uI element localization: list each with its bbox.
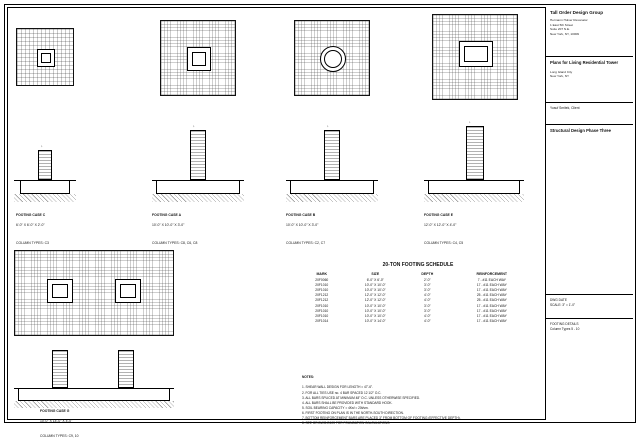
table-cell: 17 - #11 EACH WAY bbox=[476, 308, 507, 313]
dimension-arrow: ↓ bbox=[41, 144, 43, 148]
table-cell: 20F1212 bbox=[315, 293, 329, 298]
tb-sheet-section bbox=[546, 319, 633, 349]
table-row bbox=[300, 319, 536, 324]
table-cell: 17 - #11 EACH WAY bbox=[476, 313, 507, 318]
footing-schedule bbox=[300, 262, 536, 324]
column-core bbox=[41, 53, 51, 63]
column-types-e: COLUMN TYPES: C4, C5 bbox=[424, 240, 464, 245]
tb-firm-section bbox=[546, 7, 633, 57]
col-size: SIZE bbox=[371, 272, 380, 276]
table-cell: 4'-0" bbox=[424, 298, 431, 303]
tb-dwg-date-section bbox=[546, 295, 633, 319]
elevation-case-a bbox=[152, 124, 244, 202]
dimension-arrow: ↓ bbox=[327, 124, 329, 128]
column-stem bbox=[324, 130, 340, 180]
table-cell: 10'-0" X 10'-0" bbox=[364, 313, 386, 318]
note-item: 6. FIRST FOOTING ON PLAN IS IN THE NORTH-SOUTH DIRECTION. bbox=[302, 411, 404, 415]
round-column-core bbox=[324, 50, 342, 68]
soil-hatch bbox=[286, 194, 378, 202]
firm-address bbox=[550, 18, 629, 36]
elevation-case-g bbox=[14, 350, 174, 408]
table-cell: 10'-0" X 14'-0" bbox=[364, 319, 386, 324]
column-core bbox=[192, 52, 206, 66]
notes-list bbox=[302, 385, 532, 426]
plan-footing-case-b bbox=[294, 20, 370, 96]
notes-heading: NOTES: bbox=[302, 375, 315, 380]
table-cell: 17 - #11 EACH WAY bbox=[476, 287, 507, 292]
table-cell: 17 - #11 EACH WAY bbox=[476, 319, 507, 324]
soil-hatch bbox=[152, 194, 244, 202]
table-cell: 4'-0" bbox=[424, 313, 431, 318]
scale-label: SCALE: 3" = 1'-0" bbox=[550, 302, 576, 307]
elevation-case-c bbox=[14, 144, 76, 202]
table-cell: 12'-0" X 12'-0" bbox=[364, 298, 386, 303]
footing-label-b: FOOTING CASE B bbox=[286, 213, 316, 218]
footing-base bbox=[290, 180, 374, 194]
table-cell: 20F1014 bbox=[315, 319, 329, 324]
drawing-title: Structural Design Phase Three bbox=[550, 128, 611, 133]
table-cell: 12'-0" X 12'-0" bbox=[364, 293, 386, 298]
plan-footing-case-g bbox=[14, 250, 174, 336]
general-notes bbox=[302, 370, 532, 432]
footing-size-e: 12'-0" X 12'-0" X 4'-0" bbox=[424, 223, 457, 228]
table-cell: 4'-0" bbox=[424, 293, 431, 298]
table-cell: 2'-0" bbox=[424, 277, 431, 282]
address-line: Hermann Hulver Resonator bbox=[550, 18, 588, 23]
address-line: Suite 207 N.E. bbox=[550, 27, 570, 32]
footing-size-c: 6'-0" X 6'-0" X 2'-0" bbox=[16, 223, 45, 228]
table-cell: 3'-0" bbox=[424, 287, 431, 292]
footing-base bbox=[156, 180, 240, 194]
note-item: 5. SOIL BEARING CAPACITY = 4Ksf = 20t/sm. bbox=[302, 405, 369, 410]
soil-hatch bbox=[14, 194, 76, 202]
table-cell: 20F1010 bbox=[315, 308, 329, 313]
grade-line bbox=[424, 180, 524, 181]
soil-hatch bbox=[424, 194, 524, 202]
tb-drawing-title-section bbox=[546, 125, 633, 295]
rebar-grid bbox=[15, 251, 173, 335]
footing-base bbox=[20, 180, 70, 194]
dimension-arrow: ↓ bbox=[193, 124, 195, 128]
footing-size-g: 10'-0" X 14'-0" X 4'-0" bbox=[40, 419, 73, 424]
grade-line bbox=[14, 388, 174, 389]
plan-footing-case-e bbox=[432, 14, 518, 100]
caption-case-e bbox=[424, 208, 510, 251]
schedule-title: 20-TON FOOTING SCHEDULE bbox=[382, 262, 454, 268]
dimension-arrow: ↓ bbox=[469, 120, 471, 124]
table-cell: 3'-0" bbox=[424, 282, 431, 287]
table-cell: 17 - #11 EACH WAY bbox=[476, 303, 507, 308]
table-cell: 6'-0" X 6'-0" bbox=[366, 277, 384, 282]
table-cell: 10'-0" X 10'-0" bbox=[364, 303, 386, 308]
col-depth: DEPTH bbox=[421, 272, 434, 276]
col-mark: MARK bbox=[316, 272, 327, 276]
column-hatch bbox=[325, 131, 339, 179]
footing-size-b: 10'-0" X 10'-0" X 3'-0" bbox=[286, 223, 319, 228]
column-types-g: COLUMN TYPES: C9, 10 bbox=[40, 433, 79, 438]
table-cell: 3'-0" bbox=[424, 308, 431, 313]
column-core bbox=[464, 46, 488, 62]
table-cell: 25 - #11 EACH WAY bbox=[476, 293, 507, 298]
table-cell: 20F1010 bbox=[315, 313, 329, 318]
dwg-date-label: DWG DATE bbox=[550, 298, 567, 302]
column-stem bbox=[38, 150, 52, 180]
table-cell: 10'-0" X 10'-0" bbox=[364, 308, 386, 313]
title-block bbox=[545, 7, 633, 420]
sheet-number: Column Types 5 - 10 bbox=[550, 326, 580, 331]
table-cell: 20F1010 bbox=[315, 282, 329, 287]
column-types-c: COLUMN TYPES: C3 bbox=[16, 240, 49, 245]
column-hatch bbox=[53, 351, 67, 387]
project-title: Plans for Living Residential Tower bbox=[550, 60, 619, 65]
table-cell: 20F1212 bbox=[315, 298, 329, 303]
table-cell: 7 - #11 EACH WAY bbox=[477, 277, 506, 282]
footing-details-label: FOOTING DETAILS bbox=[550, 322, 579, 326]
table-cell: 25 - #11 EACH WAY bbox=[476, 298, 507, 303]
location-line: Long Island City bbox=[550, 69, 573, 74]
address-line: New York, NY, 10009 bbox=[550, 31, 580, 36]
footing-label-g: FOOTING CASE G bbox=[40, 409, 70, 414]
footing-label-a: FOOTING CASE A bbox=[152, 213, 182, 218]
table-cell: 3'-0" bbox=[424, 303, 431, 308]
elevation-case-e bbox=[424, 120, 524, 202]
col-reinforcement: REINFORCEMENT bbox=[476, 272, 508, 276]
table-cell: 20F1010 bbox=[315, 287, 329, 292]
note-item: 8. SEE GR.DWG-D103 FOR FOUNDATION CALCULATIONS. bbox=[302, 421, 391, 426]
grade-line bbox=[286, 180, 378, 181]
table-cell: 20F0060 bbox=[315, 277, 329, 282]
caption-case-b bbox=[286, 208, 366, 251]
location-line: New York, NY bbox=[550, 74, 570, 79]
plan-footing-case-a bbox=[160, 20, 236, 96]
footing-base bbox=[428, 180, 520, 194]
caption-case-c bbox=[16, 208, 86, 251]
caption-case-a bbox=[152, 208, 232, 251]
tb-client-section bbox=[546, 103, 633, 125]
column-hatch bbox=[467, 127, 483, 179]
client-name: Yusuf Smitek, Client bbox=[550, 106, 580, 110]
table-cell: 20F1010 bbox=[315, 303, 329, 308]
table-cell: 4'-0" bbox=[424, 319, 431, 324]
footing-label-c: FOOTING CASE C bbox=[16, 213, 46, 218]
column-stem-left bbox=[52, 350, 68, 388]
column-stem bbox=[466, 126, 484, 180]
column-core-right bbox=[120, 284, 136, 298]
table-cell: 17 - #11 EACH WAY bbox=[476, 282, 507, 287]
column-types-a: COLUMN TYPES: C8, C6, C8 bbox=[152, 240, 198, 245]
note-item: 7. BOTTOM REINFORCEMENT BARS ARE PLACED 3" FROM BOTTOM OF FOOTING (EFFECTIVE DEPTH). bbox=[302, 416, 461, 421]
schedule-body bbox=[300, 277, 536, 324]
footing-base bbox=[18, 388, 170, 401]
note-item: 3. ALL BARS SPLICED AT MINIMUM 48" O.C. UNLESS OTHERWISE SPECIFIED. bbox=[302, 395, 421, 400]
table-cell: 10'-0" X 10'-0" bbox=[364, 287, 386, 292]
column-hatch bbox=[39, 151, 51, 179]
column-stem bbox=[190, 130, 206, 180]
footing-label-e: FOOTING CASE E bbox=[424, 213, 454, 218]
address-line: 1 East 5th Street bbox=[550, 22, 574, 27]
note-item: 4. ALL BARS SHALL BE PROVIDED WITH STANDARD HOOK. bbox=[302, 400, 393, 405]
grade-line bbox=[152, 180, 244, 181]
column-stem-right bbox=[118, 350, 134, 388]
elevation-case-b bbox=[286, 124, 378, 202]
footing-size-a: 10'-0" X 10'-0" X 3'-0" bbox=[152, 223, 185, 228]
column-hatch bbox=[191, 131, 205, 179]
project-location bbox=[550, 70, 629, 79]
grade-line bbox=[14, 180, 76, 181]
note-item: 1. SHEAR WALL DESIGN FOR LENGTH = 47'-6". bbox=[302, 385, 374, 390]
caption-case-g bbox=[40, 404, 160, 444]
firm-name: Tall Order Design Group bbox=[550, 10, 604, 15]
column-core-left bbox=[52, 284, 68, 298]
tb-project-section bbox=[546, 57, 633, 103]
schedule-table bbox=[300, 271, 536, 324]
plan-footing-case-c bbox=[16, 28, 74, 86]
table-cell: 10'-0" X 10'-0" bbox=[364, 282, 386, 287]
column-hatch bbox=[119, 351, 133, 387]
column-types-b: COLUMN TYPES: C2, C7 bbox=[286, 240, 326, 245]
note-item: 2. FOR ALL TIES USE no. 4 BAR SPACED 12 1/2" O.C. bbox=[302, 390, 382, 395]
